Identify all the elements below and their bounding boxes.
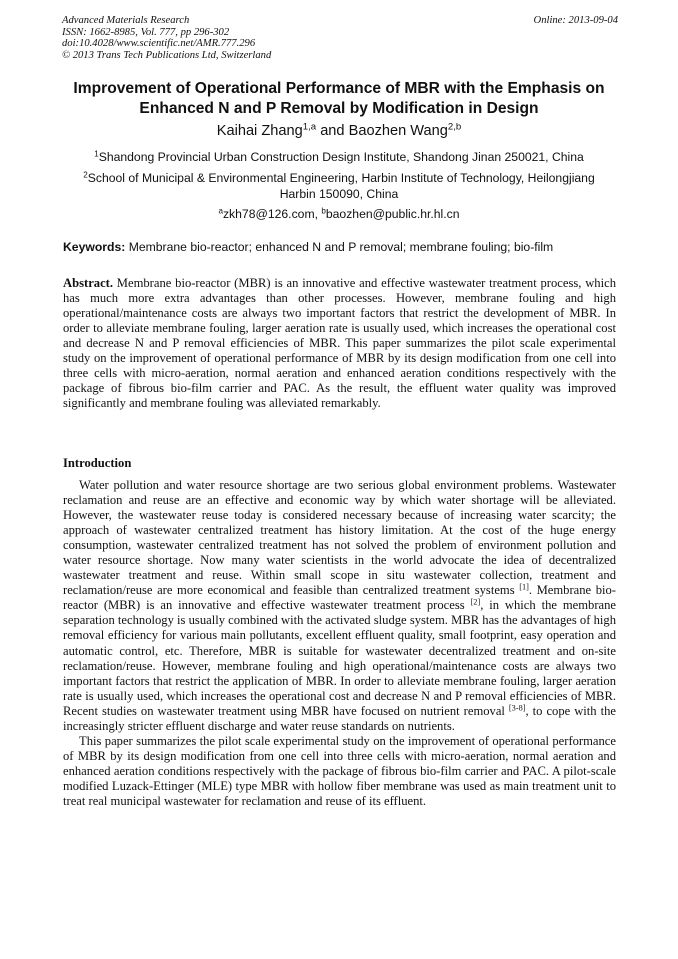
author-1-affiliation-mark: 1,a (302, 121, 317, 133)
copyright-line: © 2013 Trans Tech Publications Ltd, Switzerland (62, 49, 272, 61)
intro-p1-text-c: , in which the membrane separation technology is usually combined with the activated sludge system. MBR has the advantages of high removal efficiency for various main pollutants, excellent effluent quality, small footprint, easy operation and automatic control, etc. Therefore, MBR is suitable for wastewater decentralized treatment and on-site reclamation/reuse. However, membrane fouling and high operational/maintenance costs are always two important factors that restrict the application of MBR. In order to alleviate membrane fouling, larger aeration rate is usually used, which increases the operational cost and decrease N and P removal efficiencies of MBR. Recent studies on wastewater treatment using MBR have focused on nutrient removal (63, 598, 616, 718)
citation-2: [2] (470, 597, 481, 607)
affiliation-1-mark: 1 (94, 149, 99, 159)
author-list (40, 122, 638, 140)
author-2: Baozhen Wang (348, 123, 448, 139)
intro-p1-text-b: . Membrane bio-reactor (MBR) is an innovative and effective wastewater treatment process (63, 583, 616, 613)
abstract-label: Abstract. (63, 276, 114, 290)
abstract-paragraph (63, 276, 616, 411)
title-line-1: Improvement of Operational Performance of MBR with the Emphasis on (73, 80, 605, 97)
affiliation-2-line-1: School of Municipal & Environmental Engineering, Harbin Institute of Technology, Heilongjiang (87, 171, 595, 185)
keywords (63, 239, 619, 255)
email-a-mark: a (218, 206, 223, 216)
affiliation-2-line-2: Harbin 150090, China (279, 187, 399, 202)
doi-line: doi:10.4028/www.scientific.net/AMR.777.296 (62, 38, 256, 50)
citation-3-8: [3-8] (508, 703, 526, 713)
author-emails (68, 206, 610, 222)
affiliation-1-text: Shandong Provincial Urban Construction Design Institute, Shandong Jinan 250021, China (98, 150, 584, 164)
affiliation-1 (68, 149, 610, 165)
online-date: Online: 2013-09-04 (533, 15, 618, 26)
journal-name: Advanced Materials Research (62, 15, 190, 26)
affiliation-2 (68, 170, 610, 203)
introduction-body (63, 478, 616, 809)
journal-header (62, 15, 618, 61)
intro-p1-text-a: Water pollution and water resource shortage are two serious global environment problems. Wastewater reclamation and reuse are an effective and economic way by which water shortage will be alleviated. However, the wastewater reuse today is considered necessary because of increasing water scarcity; the approach of wastewater centralized treatment has history limitation. At the cost of the huge energy consumption, wastewater centralized treatment has not solved the problem of environment pollution and water resource shortage. Now many water scientists in the world advocate the idea of decentralized wastewater treatment and reuse. Within small scope in situ wastewater collection, treatment and reclamation/reuse are more economical and feasible than centralized treatment systems (63, 478, 616, 598)
email-b-mark: b (321, 206, 326, 216)
introduction-paragraph-2: This paper summarizes the pilot scale experimental study on the improvement of operational performance of MBR by its design modification from one cell into three cells with micro-aeration, normal aeration and enhanced aeration conditions respectively with the package of fibrous bio-film carrier and PAC. A pilot-scale modified Luzack-Ettinger (MLE) type MBR with hollow fiber membrane was used as main treatment unit to treat real municipal wastewater for reclamation and reuse of its effluent. (63, 733, 616, 808)
section-heading-introduction: Introduction (63, 456, 132, 470)
author-1: Kaihai Zhang (216, 123, 303, 139)
keywords-label: Keywords: (63, 240, 126, 254)
author-connector: and (316, 123, 349, 139)
citation-1: [1] (519, 582, 529, 592)
author-2-affiliation-mark: 2,b (447, 121, 462, 133)
abstract (63, 276, 616, 411)
intro-p1-text-d: , to cope with the increasingly stricter effluent discharge and water reuse standards on nutrients. (63, 703, 616, 733)
affiliation-2-mark: 2 (83, 170, 88, 180)
introduction-paragraph-1 (63, 478, 616, 734)
email-a: zkh78@126.com, (222, 207, 322, 221)
issn-line: ISSN: 1662-8985, Vol. 777, pp 296-302 (62, 26, 230, 38)
abstract-text: Membrane bio-reactor (MBR) is an innovative and effective wastewater treatment process, which has much more extra advantages than other processes. However, membrane fouling and high operational/maintenance costs are always two important factors that restrict the development of MBR. In order to alleviate membrane fouling, larger aeration rate is usually used, which increases the operational cost and decrease N and P removal efficiencies of MBR. This paper summarizes the pilot scale experimental study on the improvement of operational performance of MBR by its design modification from one cell into three cells with micro-aeration, normal aeration and enhanced aeration conditions respectively with the package of fibrous bio-film carrier and PAC. As the result, the effluent water quality was improved significantly and membrane fouling was alleviated remarkably. (63, 276, 616, 411)
title-line-2: Enhanced N and P Removal by Modification in Design (139, 99, 539, 117)
email-b: baozhen@public.hr.hl.cn (325, 207, 460, 221)
keywords-text: Membrane bio-reactor; enhanced N and P removal; membrane fouling; bio-film (125, 240, 554, 254)
paper-title (40, 79, 638, 118)
